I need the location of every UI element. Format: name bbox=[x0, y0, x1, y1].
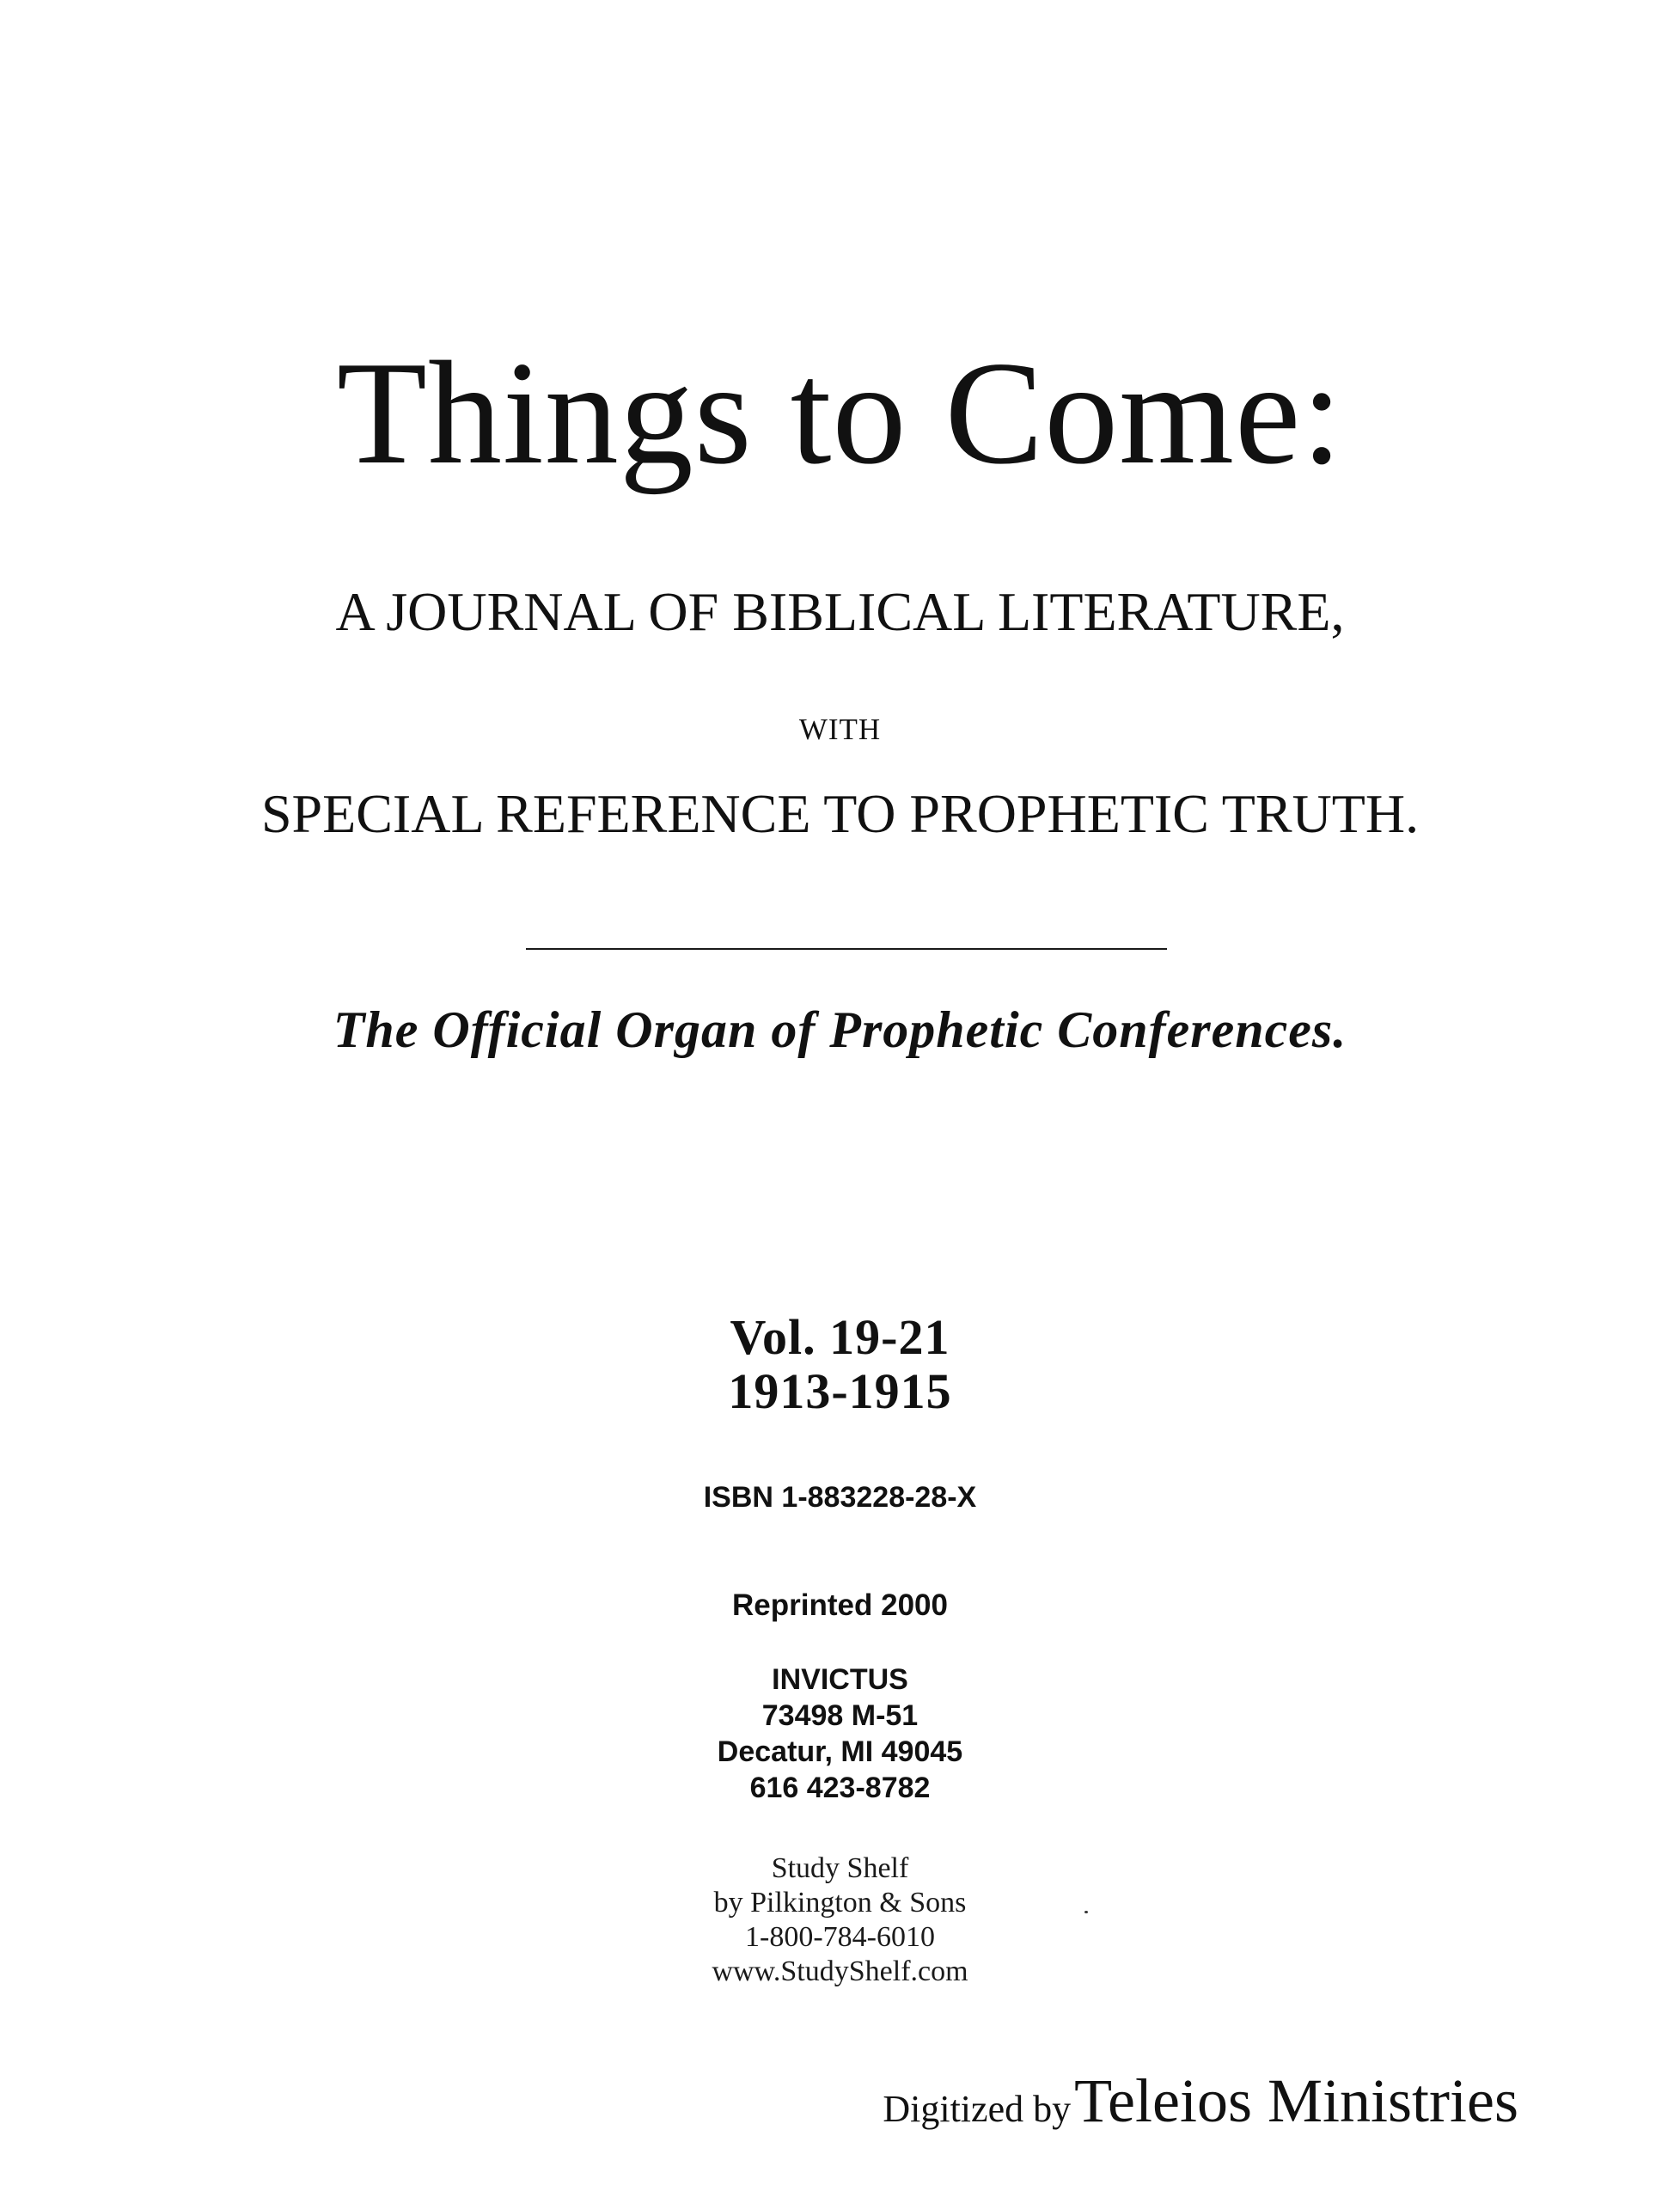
study-shelf-phone: 1-800-784-6010 bbox=[745, 1921, 935, 1954]
subtitle-connector: WITH bbox=[798, 713, 882, 746]
reprint-note: Reprinted 2000 bbox=[732, 1588, 948, 1622]
study-shelf-website: www.StudyShelf.com bbox=[712, 1955, 968, 1988]
study-shelf-owner: by Pilkington & Sons bbox=[713, 1887, 967, 1919]
journal-subtitle-line-1: A JOURNAL OF BIBLICAL LITERATURE, bbox=[335, 581, 1345, 642]
official-organ-line: The Official Organ of Prophetic Conferences. bbox=[333, 1001, 1347, 1058]
publisher-name: INVICTUS bbox=[772, 1663, 908, 1696]
publisher-address-block bbox=[0, 1662, 1680, 1807]
journal-subtitle-line-2: SPECIAL REFERENCE TO PROPHETIC TRUTH. bbox=[260, 783, 1420, 844]
digitizer-name: Teleios Ministries bbox=[1074, 2066, 1518, 2135]
digitized-credit bbox=[883, 2066, 1518, 2135]
study-shelf-title: Study Shelf bbox=[771, 1852, 909, 1884]
volume-number: Vol. 19-21 bbox=[730, 1309, 950, 1365]
publisher-phone: 616 423-8782 bbox=[749, 1772, 931, 1805]
publisher-street: 73498 M-51 bbox=[761, 1699, 919, 1733]
study-shelf-block bbox=[0, 1851, 1680, 1989]
publisher-city: Decatur, MI 49045 bbox=[717, 1735, 963, 1769]
horizontal-divider bbox=[526, 948, 1167, 950]
isbn: ISBN 1-883228-28-X bbox=[703, 1481, 977, 1514]
volume-years: 1913-1915 bbox=[728, 1362, 952, 1419]
scan-speck bbox=[1084, 1911, 1088, 1913]
volume-block bbox=[0, 1311, 1680, 1418]
page-title: Things to Come: bbox=[336, 332, 1344, 495]
digitized-prefix: Digitized by bbox=[883, 2088, 1072, 2130]
